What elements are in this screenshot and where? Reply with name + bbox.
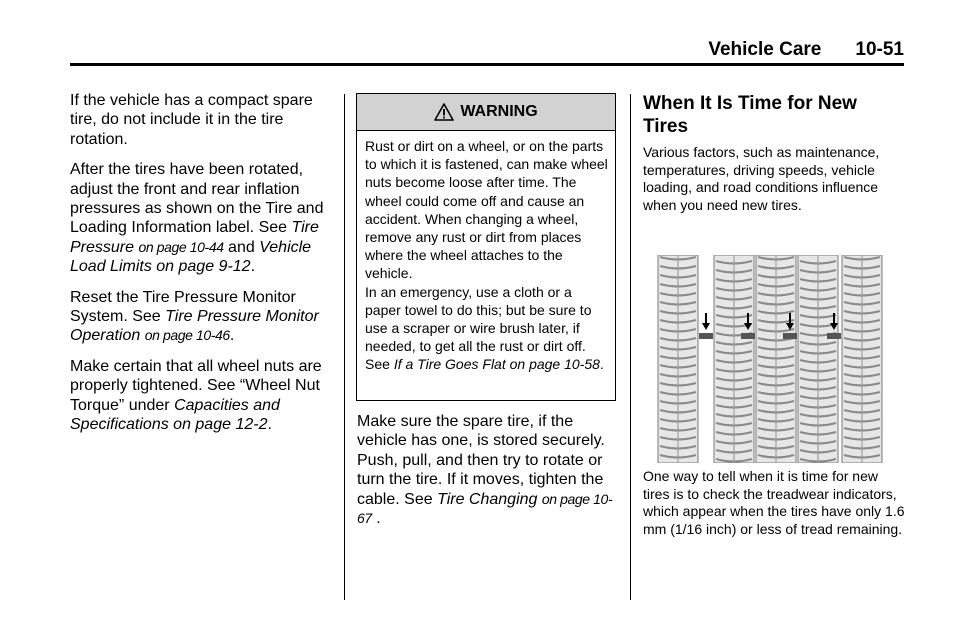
paragraph	[70, 288, 332, 346]
text: Make certain that all wheel nuts are properly tightened. See “Wheel Nut Torque” under	[70, 357, 322, 414]
figure-caption	[643, 468, 907, 546]
paragraph: Various factors, such as maintenance, temperatures, driving speeds, vehicle loading, and road conditions influence when you need new tires.	[643, 144, 880, 213]
text: .	[267, 416, 272, 434]
text: .	[371, 510, 381, 528]
column-right	[643, 92, 907, 222]
paragraph	[70, 357, 332, 435]
tire-tread	[842, 255, 882, 463]
text: Reset the Tire Pressure Monitor System. See	[70, 288, 296, 326]
text: In an emergency, use a cloth or a paper towel to do this; but be sure to use a scraper or wire brush later, if needed, to get all the rust or dirt off. See	[365, 283, 592, 373]
tire-tread	[756, 255, 796, 463]
text: .	[599, 356, 604, 373]
column-divider	[630, 94, 631, 600]
tire-tread	[658, 255, 698, 463]
warning-box	[356, 93, 616, 401]
text: Make sure the spare tire, if the vehicle has one, is stored securely. Push, pull, and then try to rotate or turn the tire. If it moves, tighten the cable. See	[357, 413, 605, 508]
paragraph	[70, 160, 332, 276]
paragraph	[365, 283, 608, 374]
section-heading: When It Is Time for New Tires	[643, 93, 857, 137]
warning-header	[357, 94, 615, 131]
caption-text: One way to tell when it is time for new tires is to check the treadwear indicators, which appear when the tires have only 1.6 mm (1/16 inch) or less of tread remaining.	[643, 468, 905, 537]
link-tire-changing[interactable]: Tire Changing	[437, 490, 538, 508]
link-tire-goes-flat[interactable]: If a Tire Goes Flat on page 10-58	[393, 356, 600, 373]
section-title: Vehicle Care	[708, 39, 822, 60]
warning-icon	[434, 103, 454, 121]
link-page-ref[interactable]: on page 10-67	[357, 490, 613, 527]
link-page-ref[interactable]: on page 10-46	[144, 327, 230, 344]
warning-body	[357, 131, 615, 374]
paragraph	[70, 91, 332, 149]
header-rule	[70, 63, 904, 66]
page-header	[70, 38, 904, 62]
paragraph: Rust or dirt on a wheel, or on the parts to which it is fastened, can make wheel nuts become loose after time. The wheel could come off and cause an accident. When changing a wheel, remove any rust or dirt from places where the wheel attaches to the vehicle.	[365, 138, 608, 282]
tire-tread	[798, 255, 838, 463]
link-tpms-operation[interactable]: Tire Pressure Monitor Operation	[70, 308, 319, 345]
text: .	[229, 327, 235, 345]
text: If the vehicle has a compact spare tire, do not include it in the tire rotation.	[70, 92, 313, 148]
treadwear-bar-indicator	[699, 313, 713, 339]
link-capacities-specs[interactable]: Capacities and Specifications on page 12-2	[70, 396, 280, 434]
link-vehicle-load-limits[interactable]: Vehicle Load Limits on page 9-12	[70, 238, 312, 276]
warning-title: WARNING	[460, 103, 538, 120]
paragraph	[357, 412, 619, 528]
text: .	[250, 258, 256, 276]
page-number: 10-51	[855, 39, 904, 60]
text: and	[223, 238, 260, 256]
tire-tread	[714, 255, 754, 463]
text: After the tires have been rotated, adjust the front and rear inflation pressures as shown on the Tire and Loading Information label. See	[70, 161, 324, 237]
column-middle	[357, 412, 619, 539]
treadwear-indicator-illustration	[652, 255, 892, 463]
link-page-ref[interactable]: on page 10-44	[138, 238, 224, 255]
column-divider	[344, 94, 345, 600]
column-left	[70, 91, 332, 446]
link-tire-pressure[interactable]: Tire Pressure	[70, 219, 319, 256]
